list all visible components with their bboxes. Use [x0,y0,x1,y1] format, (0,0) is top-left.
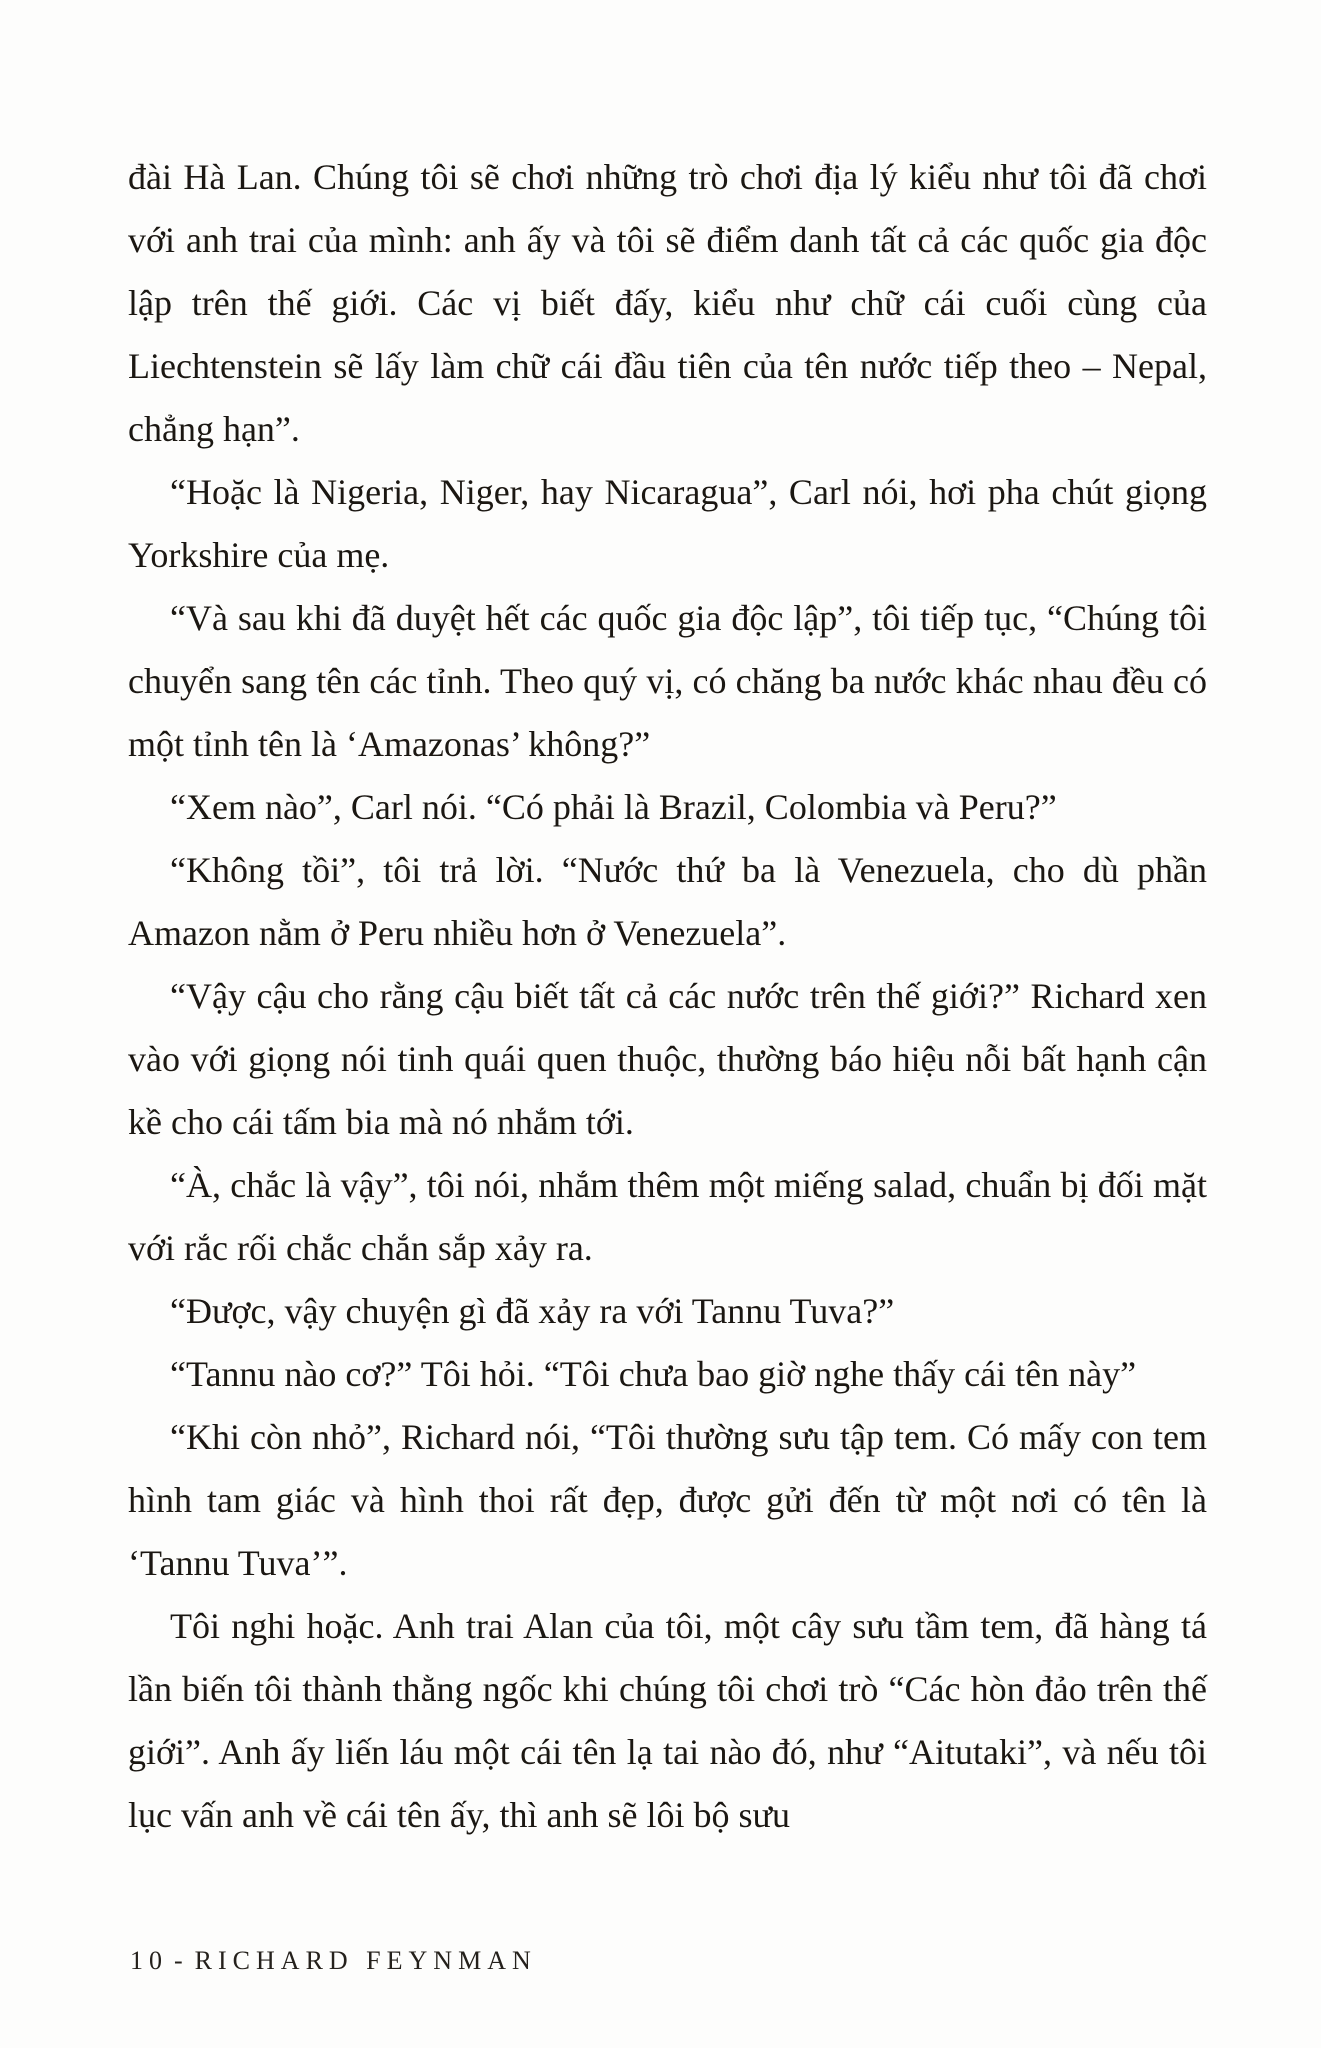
paragraph: “Không tồi”, tôi trả lời. “Nước thứ ba là Venezuela, cho dù phần Amazon nằm ở Peru nhiều hơn ở Venezuela”. [128,850,1207,953]
paragraph: “Khi còn nhỏ”, Richard nói, “Tôi thường sưu tập tem. Có mấy con tem hình tam giác và hình thoi rất đẹp, được gửi đến từ một nơi có tên là ‘Tannu Tuva’”. [128,1417,1207,1583]
paragraph: “Được, vậy chuyện gì đã xảy ra với Tannu Tuva?” [170,1291,895,1331]
paragraph: “Và sau khi đã duyệt hết các quốc gia độc lập”, tôi tiếp tục, “Chúng tôi chuyển sang tên các tỉnh. Theo quý vị, có chăng ba nước khác nhau đều có một tỉnh tên là ‘Amazonas’ không?” [128,598,1207,764]
paragraph: “Tannu nào cơ?” Tôi hỏi. “Tôi chưa bao giờ nghe thấy cái tên này” [170,1354,1137,1394]
paragraph: “Vậy cậu cho rằng cậu biết tất cả các nước trên thế giới?” Richard xen vào với giọng nói tinh quái quen thuộc, thường báo hiệu nỗi bất hạnh cận kề cho cái tấm bia mà nó nhắm tới. [128,976,1207,1142]
footer-running-title: RICHARD FEYNMAN [194,1946,537,1975]
paragraph: Tôi nghi hoặc. Anh trai Alan của tôi, một cây sưu tầm tem, đã hàng tá lần biến tôi thành thằng ngốc khi chúng tôi chơi trò “Các hòn đảo trên thế giới”. Anh ấy liến láu một cái tên lạ tai nào đó, như “Aitutaki”, và nếu tôi lục vấn anh về cái tên ấy, thì anh sẽ lôi bộ sưu [128,1606,1207,1835]
footer-separator: - [174,1946,189,1975]
paragraph: “Xem nào”, Carl nói. “Có phải là Brazil, Colombia và Peru?” [170,787,1057,827]
paragraph: “Hoặc là Nigeria, Niger, hay Nicaragua”, Carl nói, hơi pha chút giọng Yorkshire của mẹ. [128,472,1207,575]
paragraph: “À, chắc là vậy”, tôi nói, nhắm thêm một miếng salad, chuẩn bị đối mặt với rắc rối chắc chắn sắp xảy ra. [128,1165,1207,1268]
footer-page-number: 10 [130,1946,168,1975]
paragraph: đài Hà Lan. Chúng tôi sẽ chơi những trò chơi địa lý kiểu như tôi đã chơi với anh trai của mình: anh ấy và tôi sẽ điểm danh tất cả các quốc gia độc lập trên thế giới. Các vị biết đấy, kiểu như chữ cái cuối cùng của Liechtenstein sẽ lấy làm chữ cái đầu tiên của tên nước tiếp theo – Nepal, chẳng hạn”. [128,157,1207,449]
body-text [128,146,1207,1847]
running-footer [130,1946,537,1976]
